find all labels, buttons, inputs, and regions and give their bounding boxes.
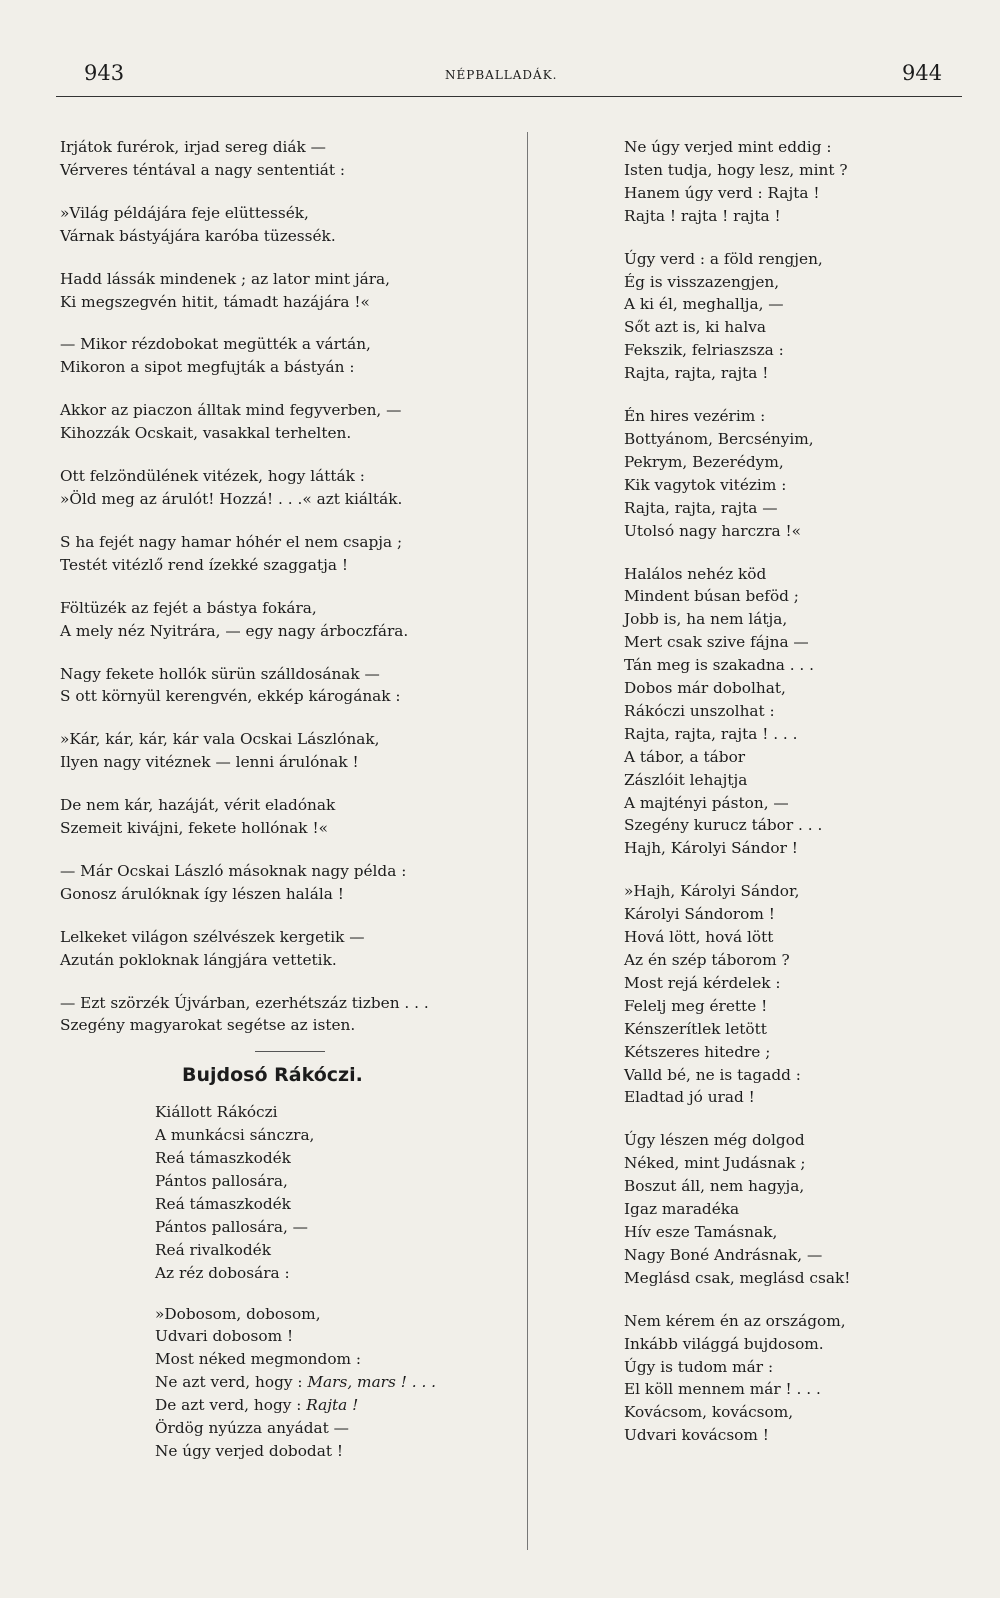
verse-line: Kik vagytok vitézim : — [624, 475, 787, 494]
verse-line: Reá támaszkodék — [155, 1149, 291, 1168]
verse-line: Sőt azt is, ki halva — [624, 318, 767, 337]
stanza — [60, 728, 510, 774]
verse-line: A mely néz Nyitrára, — egy nagy árboczfára. — [60, 621, 409, 640]
verse-line: A tábor, a tábor — [624, 747, 746, 766]
verse-line: Kiállott Rákóczi — [155, 1103, 278, 1122]
verse-line: De nem kár, hazáját, vérit eladónak — [60, 796, 336, 815]
column-divider — [527, 132, 528, 1550]
verse-line: Föltüzék az fejét a bástya fokára, — [60, 598, 317, 617]
verse-line: Udvari dobosom ! — [155, 1327, 294, 1346]
verse-line: Hajh, Károlyi Sándor ! — [624, 839, 798, 858]
stanza — [60, 531, 510, 577]
stanza — [60, 268, 510, 314]
verse-line: Úgy is tudom már : — [624, 1357, 774, 1376]
verse-line: »Dobosom, dobosom, — [155, 1304, 321, 1323]
stanza — [60, 992, 510, 1038]
verse-line: Várnak bástyájára karóba tüzessék. — [60, 226, 336, 245]
verse-line: Most rejá kérdelek : — [624, 973, 781, 992]
verse-line: A ki él, meghallja, — — [624, 295, 784, 314]
stanza — [60, 136, 510, 182]
verse-line: Úgy lészen még dolgod — [624, 1131, 805, 1150]
verse-line: Ördög nyúzza anyádat — — [155, 1419, 349, 1438]
stanza — [60, 399, 510, 445]
verse-line: »Világ példájára feje elüttessék, — [60, 203, 309, 222]
verse-line: Reá rivalkodék — [155, 1240, 272, 1259]
running-title: NÉPBALLADÁK. — [445, 68, 558, 82]
stanza — [60, 860, 510, 906]
verse-line: Irjátok furérok, irjad sereg diák — — [60, 138, 326, 156]
verse-line: Én hires vezérim : — [624, 407, 766, 426]
poem-title: Bujdosó Rákóczi. — [182, 1064, 363, 1087]
stanza — [60, 333, 510, 379]
stanza — [60, 465, 510, 511]
verse-line: Kétszeres hitedre ; — [624, 1042, 771, 1061]
verse-line: Ilyen nagy vitéznek — lenni árulónak ! — [60, 753, 359, 772]
verse-line: »Kár, kár, kár, kár vala Ocskai Lászlónak, — [60, 730, 380, 749]
verse-line: Károlyi Sándorom ! — [624, 905, 775, 924]
verse-line: Reá támaszkodék — [155, 1194, 291, 1213]
verse-line: Dobos már dobolhat, — [624, 679, 786, 698]
verse-line: Akkor az piaczon álltak mind fegyverben, — — [60, 401, 402, 420]
verse-line: El köll mennem már ! . . . — [624, 1380, 821, 1399]
verse-line: Testét vitézlő rend ízekké szaggatja ! — [60, 555, 348, 574]
verse-line: Rákóczi unszolhat : — [624, 701, 775, 720]
stanza — [624, 136, 964, 228]
stanza — [624, 1129, 964, 1289]
verse-line: Kihozzák Ocskait, vasakkal terhelten. — [60, 424, 352, 443]
stanza — [624, 248, 964, 385]
verse-line: »Hajh, Károlyi Sándor, — [624, 882, 800, 901]
verse-line: Szegény magyarokat segétse az isten. — [60, 1016, 356, 1035]
verse-line: Kénszerítlek letött — [624, 1019, 767, 1038]
stanza — [60, 202, 510, 248]
verse-line: Pántos pallosára, — — [155, 1217, 308, 1236]
verse-line: Szemeit kivájni, fekete hollónak !« — [60, 819, 328, 838]
verse-line: Rajta, rajta, rajta ! . . . — [624, 724, 798, 743]
verse-line: Hadd lássák mindenek ; az lator mint jára, — [60, 269, 391, 288]
verse-line: — Ezt szörzék Újvárban, ezerhétszáz tizben . . . — [60, 993, 429, 1012]
verse-line — [155, 1394, 510, 1417]
verse-line: Lelkeket világon szélvészek kergetik — — [60, 927, 365, 946]
verse-line: Ég is visszazengjen, — [624, 272, 780, 291]
page-number-left: 943 — [84, 61, 125, 85]
poem-stanza — [60, 1101, 510, 1284]
verse-line: Jobb is, ha nem látja, — [624, 610, 788, 629]
verse-line: Ne úgy verjed dobodat ! — [155, 1441, 343, 1460]
verse-line: Utolsó nagy harczra !« — [624, 521, 802, 540]
verse-line: Rajta, rajta, rajta ! — [624, 364, 769, 383]
stanza — [60, 597, 510, 643]
verse-line: Az réz dobosára : — [155, 1263, 290, 1282]
verse-line: Azután pokloknak lángjára vettetik. — [60, 950, 337, 969]
verse-line: S ha fejét nagy hamar hóhér el nem csapja ; — [60, 532, 403, 551]
stanza — [624, 1310, 964, 1447]
stanza — [60, 794, 510, 840]
page-header — [0, 0, 1000, 100]
verse-line: Mindent búsan beföd ; — [624, 587, 799, 606]
verse-line: Ne úgy verjed mint eddig : — [624, 138, 832, 156]
stanza — [60, 663, 510, 709]
verse-text: De azt verd, hogy : — [155, 1396, 307, 1415]
header-rule — [56, 96, 962, 97]
verse-line: Pántos pallosára, — [155, 1172, 288, 1190]
verse-line — [155, 1371, 510, 1394]
verse-line: Valld bé, ne is tagadd : — [624, 1065, 801, 1084]
stanza — [624, 563, 964, 861]
verse-line: — Mikor rézdobokat megütték a vártán, — [60, 335, 371, 354]
verse-line: Rajta, rajta, rajta — — [624, 498, 778, 517]
verse-line: Hív esze Tamásnak, — [624, 1222, 778, 1241]
verse-line: Bottyánom, Bercsényim, — [624, 429, 814, 448]
verse-line: »Öld meg az árulót! Hozzá! . . .« azt kiálták. — [60, 489, 403, 508]
verse-line: Fekszik, felriaszsza : — [624, 341, 784, 360]
ballad-stanzas — [60, 136, 510, 1037]
page-number-right: 944 — [902, 61, 943, 85]
verse-line: Mikoron a sipot megfujták a bástyán : — [60, 358, 355, 377]
verse-line: Boszut áll, nem hagyja, — [624, 1177, 805, 1196]
verse-line: Halálos nehéz köd — [624, 564, 767, 583]
verse-line: Úgy verd : a föld rengjen, — [624, 249, 823, 268]
verse-line: Pekrym, Bezerédym, — [624, 452, 784, 471]
verse-line: S ott környül kerengvén, ekkép károgának : — [60, 687, 401, 706]
verse-line: Isten tudja, hogy lesz, mint ? — [624, 160, 848, 179]
verse-line: Inkább világgá bujdosom. — [624, 1334, 824, 1353]
verse-line: Mert csak szive fájna — — [624, 633, 809, 652]
stanza — [624, 405, 964, 542]
verse-line: Udvari kovácsom ! — [624, 1426, 769, 1445]
stanza — [60, 926, 510, 972]
right-column — [624, 136, 964, 1447]
verse-line: Az én szép táborom ? — [624, 951, 790, 969]
stanza — [624, 880, 964, 1109]
verse-line: Meglásd csak, meglásd csak! — [624, 1268, 851, 1287]
verse-line: Nagy fekete hollók sürün szálldosának — — [60, 664, 380, 683]
separator-rule — [255, 1051, 325, 1052]
verse-line: A majtényi páston, — — [624, 793, 789, 812]
verse-line: Zászlóit lehajtja — [624, 770, 748, 789]
verse-line: Hanem úgy verd : Rajta ! — [624, 183, 820, 202]
verse-line: Szegény kurucz tábor . . . — [624, 816, 823, 835]
verse-line: Most néked megmondom : — [155, 1350, 362, 1369]
verse-line: Felelj meg érette ! — [624, 996, 768, 1015]
verse-line: Vérveres téntával a nagy sententiát : — [60, 160, 345, 179]
verse-line: Ott felzöndülének vitézek, hogy látták : — [60, 467, 365, 486]
poem-stanzas-continued — [624, 136, 964, 1447]
verse-line: Nem kérem én az országom, — [624, 1311, 846, 1330]
poem-stanza — [60, 1303, 510, 1463]
verse-line: Igaz maradéka — [624, 1200, 740, 1219]
verse-line: Nagy Boné Andrásnak, — — [624, 1245, 823, 1264]
italic-text: Mars, mars ! . . . — [307, 1373, 437, 1392]
verse-line: Eladtad jó urad ! — [624, 1088, 755, 1107]
verse-line: Néked, mint Judásnak ; — [624, 1154, 806, 1173]
verse-line: Kovácsom, kovácsom, — [624, 1403, 794, 1422]
left-column — [60, 136, 510, 1463]
verse-line: Gonosz árulóknak így lészen halála ! — [60, 884, 344, 903]
italic-text: Rajta ! — [306, 1396, 359, 1415]
verse-line: Tán meg is szakadna . . . — [624, 656, 815, 675]
verse-line: — Már Ocskai László másoknak nagy példa : — [60, 861, 407, 880]
verse-line: A munkácsi sánczra, — [155, 1126, 315, 1145]
verse-text: Ne azt verd, hogy : — [155, 1373, 308, 1392]
verse-line: Rajta ! rajta ! rajta ! — [624, 206, 781, 225]
verse-line: Hová lött, hová lött — [624, 928, 774, 947]
verse-line: Ki megszegvén hitit, támadt hazájára !« — [60, 292, 370, 311]
